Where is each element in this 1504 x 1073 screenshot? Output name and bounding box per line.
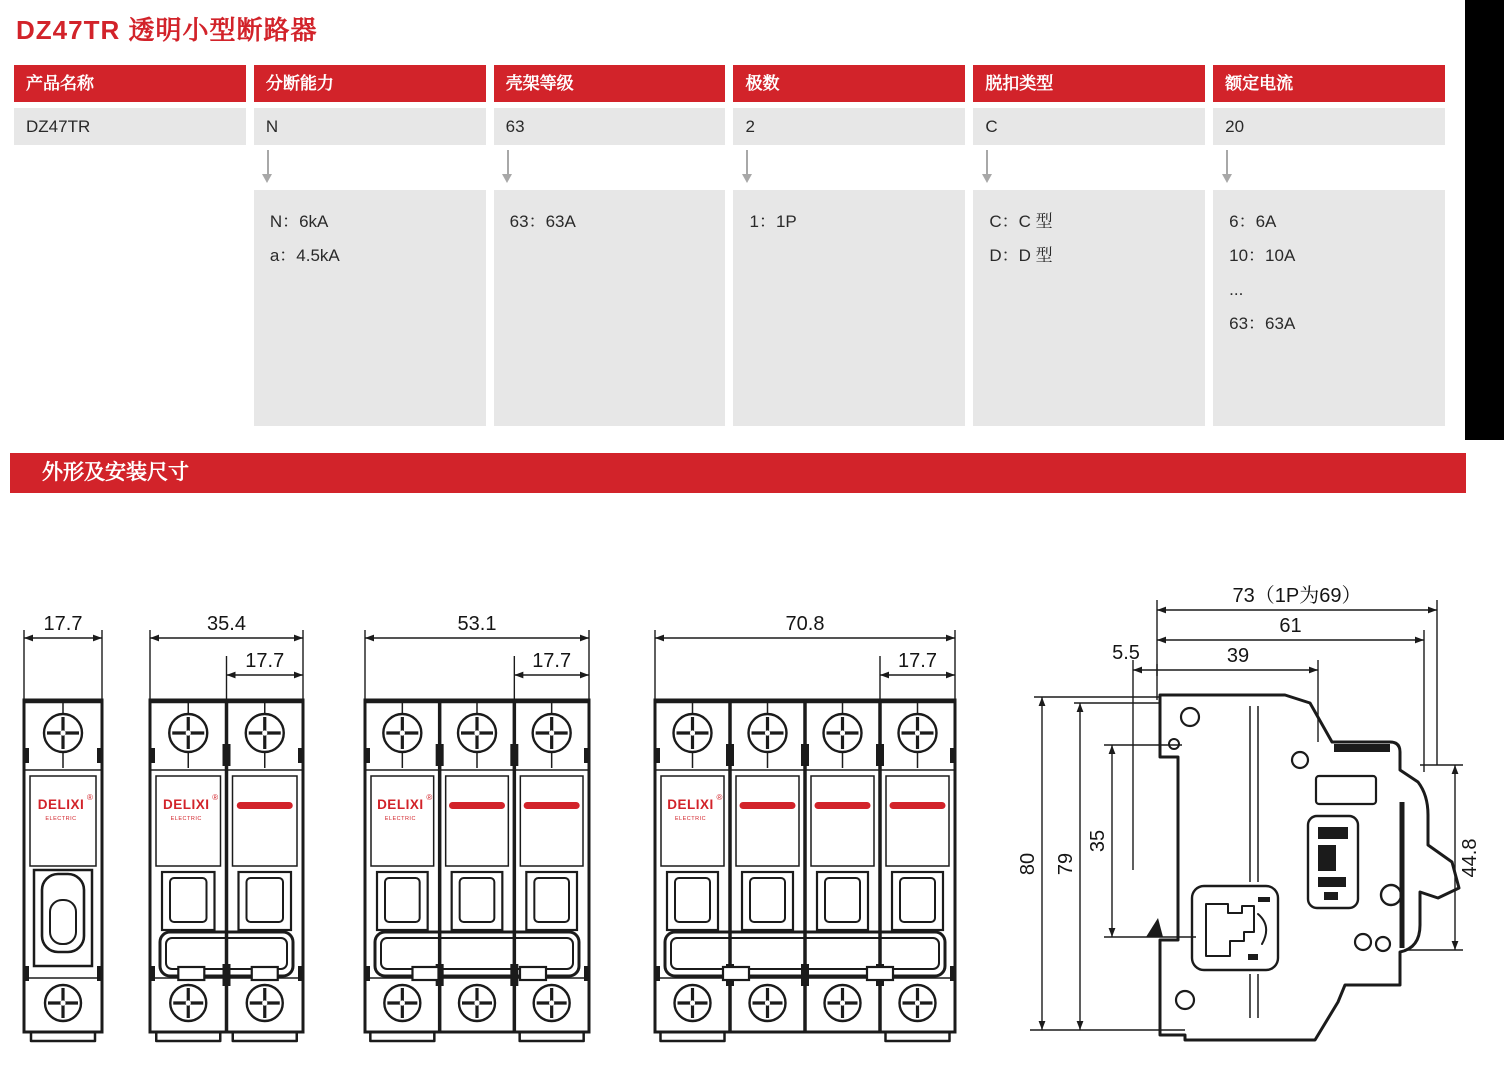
drawing-fill (950, 966, 954, 981)
drawing-rect (170, 878, 207, 922)
screw-center (60, 1000, 65, 1005)
option-item: a：4.5kA (269, 246, 340, 265)
drawing-fill (25, 966, 29, 981)
drawing-rect (900, 878, 935, 922)
screw-circle (1381, 885, 1401, 905)
dim-arrowhead (514, 672, 523, 679)
drawing-rect (750, 878, 785, 922)
column-header: 脱扣类型 (973, 65, 1205, 102)
down-arrow-icon (507, 150, 509, 175)
screw-center (549, 730, 554, 735)
arrow-zone (733, 145, 965, 190)
screw-center (400, 1000, 405, 1005)
screw-center (549, 1000, 554, 1005)
option-item: 63：63A (1229, 314, 1296, 333)
dim-label: 5.5 (1112, 642, 1140, 664)
screw-center (474, 730, 479, 735)
delixi-logo: DELIXI (37, 797, 85, 812)
selector-column-breaking-capacity (254, 65, 486, 426)
drawing-fill (97, 748, 101, 763)
drawing-fill (151, 966, 155, 981)
drawing-rect (381, 938, 573, 969)
drawing-fill (436, 744, 444, 766)
dim-arrowhead (150, 635, 159, 642)
screw-center (765, 1000, 770, 1005)
column-options (733, 190, 965, 426)
screw-center (474, 1000, 479, 1005)
dim-arrowhead (1146, 918, 1163, 937)
dim-arrowhead (580, 672, 589, 679)
option-item: 6：6A (1229, 212, 1277, 231)
red-stripe (815, 802, 871, 809)
dimension-drawings (0, 540, 1504, 1073)
drawing-fill (366, 748, 370, 763)
dim-label: 80 (1017, 852, 1039, 876)
handle-tab (252, 967, 278, 980)
screw-center (690, 1000, 695, 1005)
column-header: 额定电流 (1213, 65, 1445, 102)
drawing-rect (534, 878, 569, 922)
dim-arrowhead (1109, 745, 1116, 754)
selector-column-trip-type (973, 65, 1205, 426)
option-item: D：D 型 (989, 246, 1053, 265)
column-value: DZ47TR (14, 108, 246, 145)
drawing-fill (656, 748, 660, 763)
drawing-fill (510, 744, 518, 766)
drawing-rect (460, 878, 495, 922)
delixi-logo-sub: ELECTRIC (45, 816, 77, 822)
arrow-zone (973, 145, 1205, 190)
drawing-rect (675, 878, 710, 922)
column-options (254, 190, 486, 426)
model-selector-table (14, 65, 1445, 426)
dim-arrowhead (1309, 667, 1318, 674)
down-arrow-icon (986, 150, 988, 175)
column-value: 63 (494, 108, 726, 145)
breaker-front-3p (365, 613, 589, 1041)
dim-label: 35.4 (207, 613, 246, 635)
dim-arrowhead (946, 635, 955, 642)
dim-label: 39 (1226, 645, 1250, 667)
drawing-fill (726, 744, 734, 766)
handle-tab (520, 967, 546, 980)
selector-column-poles (733, 65, 965, 426)
drawing-fill (1318, 827, 1348, 839)
dim-arrowhead (1109, 928, 1116, 937)
screw-circle (1355, 934, 1371, 950)
screw-circle (1181, 708, 1199, 726)
option-item: N：6kA (269, 212, 329, 231)
screw-center (400, 730, 405, 735)
delixi-logo: DELIXI (377, 797, 424, 812)
screw-center (262, 730, 267, 735)
registered-mark: ® (716, 793, 723, 802)
drawing-fill (656, 966, 660, 981)
dim-label: 17.7 (898, 650, 937, 672)
drawing-fill (1324, 892, 1338, 900)
column-options (494, 190, 726, 426)
dim-label: 17.7 (245, 650, 285, 672)
selector-column-product (14, 65, 246, 426)
drawing-fill (584, 748, 588, 763)
column-value: 2 (733, 108, 965, 145)
handle-tab (723, 967, 749, 980)
dim-arrowhead (365, 635, 374, 642)
drawing-path (1258, 914, 1266, 944)
down-arrow-icon (746, 150, 748, 175)
dim-arrowhead (93, 635, 102, 642)
dim-arrowhead (294, 672, 303, 679)
option-item: C：C 型 (989, 212, 1053, 231)
drawing-rect (385, 878, 420, 922)
selector-column-frame-rating (494, 65, 726, 426)
drawing-fill (1334, 744, 1390, 752)
page-title: DZ47TR 透明小型断路器 (16, 15, 318, 45)
handle-tab (412, 967, 438, 980)
selector-column-rated-current (1213, 65, 1445, 426)
drawing-fill (1258, 897, 1270, 902)
dim-label: 79 (1055, 852, 1077, 876)
delixi-logo: DELIXI (667, 797, 714, 812)
dim-arrowhead (1452, 941, 1459, 950)
drawing-fill (223, 744, 231, 766)
option-item: ... (1229, 280, 1244, 299)
red-stripe (237, 802, 293, 809)
drawing-fill (950, 748, 954, 763)
dim-label: 53.1 (457, 613, 497, 635)
dim-label: 70.8 (785, 613, 825, 635)
drawing-fill (151, 748, 155, 763)
dim-arrowhead (1133, 667, 1142, 674)
drawing-fill (97, 966, 101, 981)
drawing-rect (886, 776, 949, 866)
drawing-fill (876, 744, 884, 766)
drawing-fill (25, 748, 29, 763)
option-item: 63：63A (509, 212, 576, 231)
section-title: 外形及安装尺寸 (42, 461, 189, 484)
drawing-rect (446, 776, 509, 866)
column-options (1213, 190, 1445, 426)
column-header: 壳架等级 (494, 65, 726, 102)
screw-circle (1176, 991, 1194, 1009)
breaker-front-2p (150, 613, 303, 1041)
column-value: 20 (1213, 108, 1445, 145)
drawing-fill (366, 966, 370, 981)
screw-center (690, 730, 695, 735)
drawing-path (1206, 904, 1254, 956)
dim-arrowhead (1157, 637, 1166, 644)
dim-arrowhead (880, 672, 889, 679)
screw-center (915, 730, 920, 735)
scan-edge-bar (1465, 0, 1504, 440)
red-stripe (890, 802, 946, 809)
drawing-rect (247, 878, 284, 922)
drawing-fill (584, 966, 588, 981)
red-stripe (740, 802, 796, 809)
registered-mark: ® (426, 793, 433, 802)
delixi-logo-sub: ELECTRIC (384, 816, 416, 822)
drawing-rect (42, 874, 84, 952)
dim-label: 17.7 (532, 650, 572, 672)
dim-arrowhead (1452, 765, 1459, 774)
delixi-logo: DELIXI (162, 797, 210, 812)
dim-arrowhead (580, 635, 589, 642)
screw-circle (1292, 752, 1308, 768)
column-header: 极数 (733, 65, 965, 102)
drawing-rect (233, 776, 298, 866)
registered-mark: ® (87, 793, 93, 802)
dim-arrowhead (655, 635, 664, 642)
dim-arrowhead (1415, 637, 1424, 644)
dim-label: 44.8 (1459, 838, 1481, 878)
drawing-rect (825, 878, 860, 922)
drawing-path (1160, 695, 1459, 1040)
dim-arrowhead (294, 635, 303, 642)
red-stripe (524, 802, 580, 809)
delixi-logo-sub: ELECTRIC (170, 816, 202, 822)
column-value: N (254, 108, 486, 145)
dim-arrowhead (1039, 1021, 1046, 1030)
screw-center (60, 730, 65, 735)
breaker-side-view (1017, 584, 1481, 1040)
registered-mark: ® (212, 793, 219, 802)
dim-arrowhead (946, 672, 955, 679)
column-header: 产品名称 (14, 65, 246, 102)
option-item: 10：10A (1229, 246, 1296, 265)
section-header-dimensions (10, 453, 1466, 493)
dim-label: 35 (1087, 829, 1109, 853)
drawing-fill (298, 748, 302, 763)
screw-center (840, 1000, 845, 1005)
screw-center (915, 1000, 920, 1005)
drawing-rect (811, 776, 874, 866)
dim-arrowhead (1077, 703, 1084, 712)
dim-arrowhead (1157, 607, 1166, 614)
handle-tab (867, 967, 893, 980)
delixi-logo-sub: ELECTRIC (674, 816, 707, 822)
red-stripe (449, 802, 505, 809)
dim-arrowhead (1428, 607, 1437, 614)
dim-arrowhead (24, 635, 33, 642)
drawing-rect (736, 776, 799, 866)
breaker-front-4p (655, 613, 955, 1041)
drawing-rect (1316, 776, 1376, 804)
drawing-fill (1248, 954, 1258, 960)
column-options (973, 190, 1205, 426)
option-item: 1：1P (749, 212, 797, 231)
dim-label: 73（1P为69） (1232, 585, 1362, 607)
arrow-zone (1213, 145, 1445, 190)
column-header: 分断能力 (254, 65, 486, 102)
drawing-fill (298, 966, 302, 981)
drawing-fill (1318, 877, 1346, 887)
screw-circle (1376, 937, 1390, 951)
drawing-rect (50, 900, 76, 944)
drawing-fill (801, 744, 809, 766)
screw-center (840, 730, 845, 735)
screw-center (765, 730, 770, 735)
dim-arrowhead (1077, 1021, 1084, 1030)
dim-label: 61 (1279, 615, 1302, 637)
dim-label: 17.7 (43, 613, 83, 635)
down-arrow-icon (267, 150, 269, 175)
handle-tab (178, 967, 204, 980)
screw-center (262, 1000, 267, 1005)
screw-center (186, 730, 191, 735)
drawing-fill (1318, 845, 1336, 871)
down-arrow-icon (1226, 150, 1228, 175)
screw-circle (1169, 739, 1179, 749)
drawing-rect (520, 776, 583, 866)
arrow-zone (254, 145, 486, 190)
arrow-zone (494, 145, 726, 190)
screw-center (186, 1000, 191, 1005)
dim-arrowhead (1039, 697, 1046, 706)
breaker-front-1p (24, 613, 102, 1041)
dim-arrowhead (227, 672, 236, 679)
column-value: C (973, 108, 1205, 145)
